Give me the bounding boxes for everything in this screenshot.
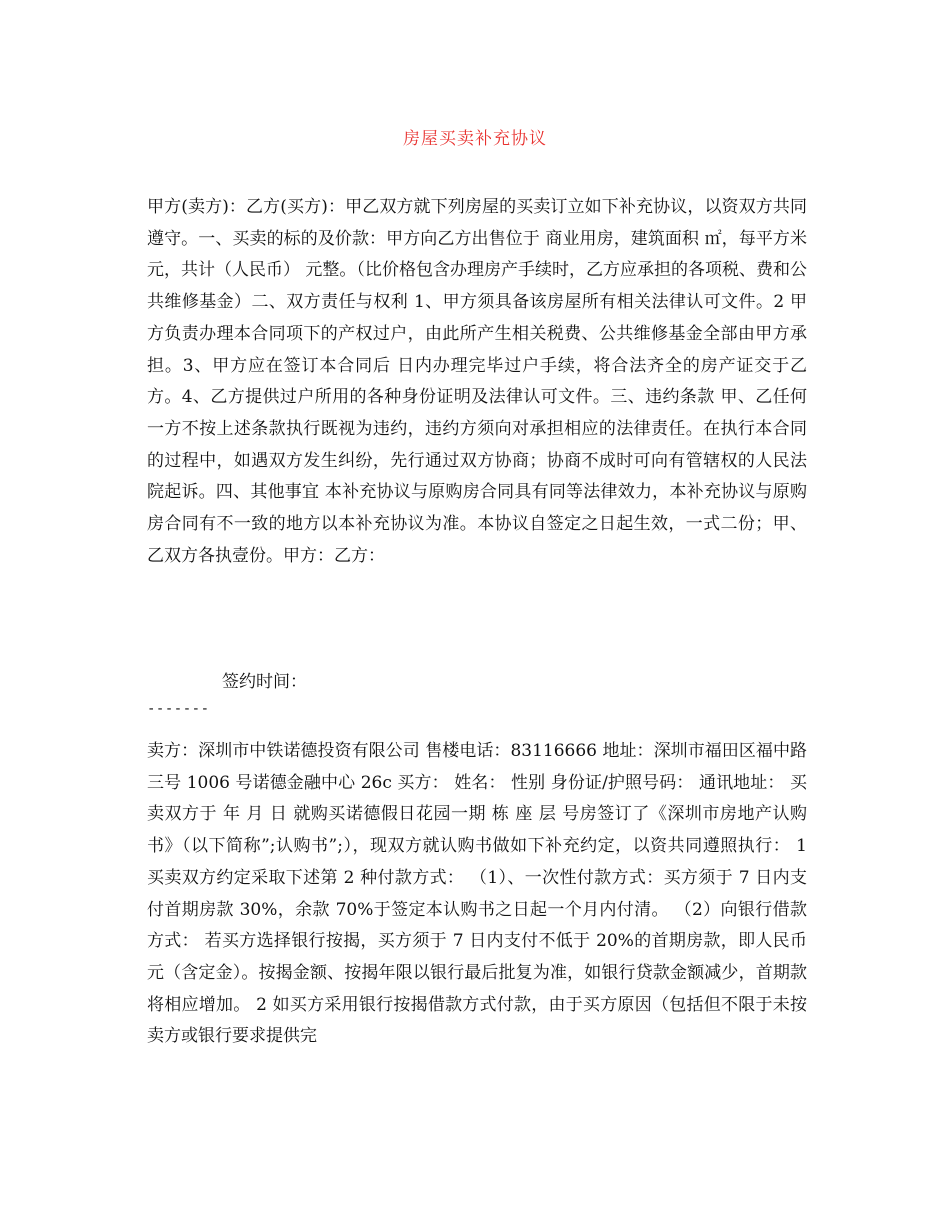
agreement-paragraph: 甲方(卖方)：乙方(买方)：甲乙双方就下列房屋的买卖订立如下补充协议，以资双方共同遵守。一、买卖的标的及价款：甲方向乙方出售位于 商业用房，建筑面积 ㎡，每平方米 元，共计（人民币） 元整。（比价格包含办理房产手续时，乙方应承担的各项税、费和公共维修基金）二、双方责任与权利 1、甲方须具备该房屋所有相关法律认可文件。2 甲方负责办理本合同项下的产权过户，由此所产生相关税费、公共维修基金全部由甲方承担。3、甲方应在签订本合同后 日内办理完毕过户手续，将合法齐全的房产证交于乙方。4、乙方提供过户所用的各种身份证明及法律认可文件。三、违约条款 甲、乙任何一方不按上述条款执行既视为违约，违约方须向对承担相应的法律责任。在执行本合同的过程中，如遇双方发生纠纷，先行通过双方协商；协商不成时可向有管辖权的人民法院起诉。四、其他事宜 本补充协议与原购房合同具有同等法律效力，本补充协议与原购房合同有不一致的地方以本补充协议为准。本协议自签定之日起生效，一式二份；甲、乙双方各执壹份。甲方：乙方： xyxy=(147,197,807,566)
document-title: 房屋买卖补充协议 xyxy=(403,129,547,149)
sign-time-label: 签约时间： xyxy=(222,672,307,692)
contract-paragraph: 卖方：深圳市中铁诺德投资有限公司 售楼电话：83116666 地址：深圳市福田区福中路三号 1006 号诺德金融中心 26c 买方： 姓名： 性别 身份证/护照号码： 通讯地址： 买卖双方于 年 月 日 就购买诺德假日花园一期 栋 座 层 号房签订了《深圳市房地产认购书》（以下简称”;认购书”;），现双方就认购书做如下补充约定，以资共同遵照执行： 1 买卖双方约定采取下述第 2 种付款方式： （1）、一次性付款方式：买方须于 7 日内支付首期房款 30%，余款 70%于签定本认购书之日起一个月内付清。 （2）向银行借款方式： 若买方选择银行按揭，买方须于 7 日内支付不低于 20%的首期房款，即人民币 元（含定金）。按揭金额、按揭年限以银行最后批复为准，如银行贷款金额减少，首期款将相应增加。 2 如买方采用银行按揭借款方式付款，由于买方原因（包括但不限于未按卖方或银行要求提供完 xyxy=(147,741,807,1047)
separator-line: ------- xyxy=(147,701,210,717)
